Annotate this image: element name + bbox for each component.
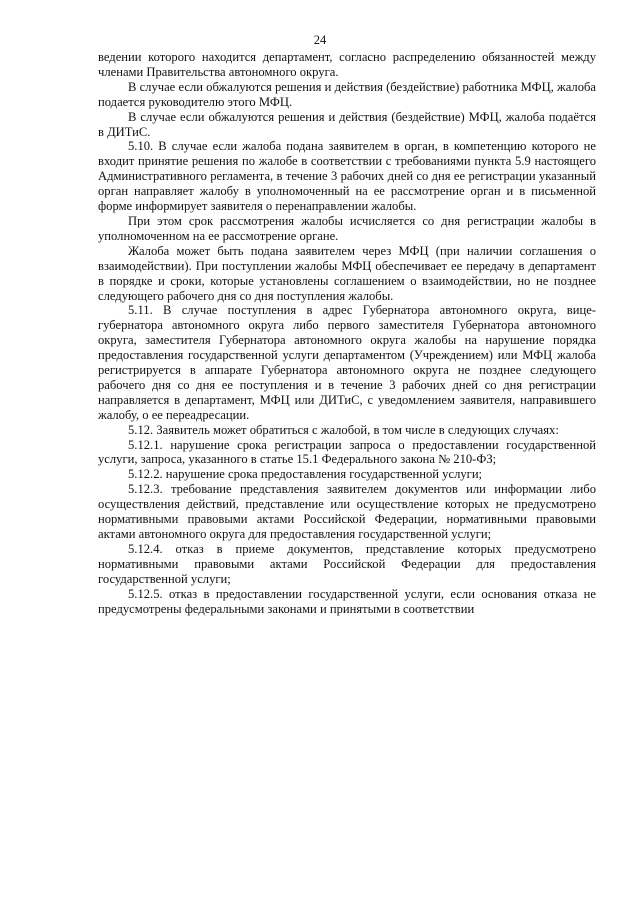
paragraph-continuation: ведении которого находится департамент, согласно распределению обязанностей между членами Правительства автономного округа.	[98, 50, 596, 79]
paragraph-5-12-5: 5.12.5. отказ в предоставлении государственной услуги, если основания отказа не предусмотрены федеральными законами и принятыми в соответствии	[98, 586, 596, 616]
paragraph-5-12-3: 5.12.3. требование представления заявителем документов или информации либо осуществления действий, представление или осуществление которых не предусмотрено нормативными правовыми актами Российской Федерации, нормативными правовыми актами автономного округа для предоставления государственной услуги;	[98, 482, 596, 541]
paragraph-5-11: 5.11. В случае поступления в адрес Губернатора автономного округа, вице-губернатора автономного округа либо первого заместителя Губернатора автономного округа, заместителя Губернатора автономного округа жалобы на нарушение порядка предоставления государственной услуги департаментом (Учреждением) или МФЦ жалоба регистрируется в аппарате Губернатора автономного округа не позднее следующего рабочего дня со дня ее поступления и в течение 3 рабочих дней со дня регистрации направляется в департамент, МФЦ или ДИТиС, с уведомлением заявителя, направившего жалобу, о ее переадресации.	[98, 303, 596, 422]
paragraph-complaint-via-mfc: Жалоба может быть подана заявителем через МФЦ (при наличии соглашения о взаимодействии). При поступлении жалобы МФЦ обеспечивает ее передачу в департамент в порядке и сроки, которые установлены соглашением о взаимодействии, но не позднее следующего рабочего дня со дня поступления жалобы.	[98, 243, 596, 303]
paragraph-5-12-2: 5.12.2. нарушение срока предоставления государственной услуги;	[128, 467, 483, 482]
paragraph-mfc-worker-complaint: В случае если обжалуются решения и действия (бездействие) работника МФЦ, жалоба подается руководителю этого МФЦ.	[98, 79, 596, 109]
paragraph-5-12-1: 5.12.1. нарушение срока регистрации запроса о предоставлении государственной услуги, запроса, указанного в статье 15.1 Федерального закона № 210-ФЗ;	[98, 437, 596, 467]
paragraph-5-10: 5.10. В случае если жалоба подана заявителем в орган, в компетенцию которого не входит принятие решения по жалобе в соответствии с требованиями пункта 5.9 настоящего Административного регламента, в течение 3 рабочих дней со дня ее регистрации указанный орган направляет жалобу в уполномоченный на ее рассмотрение орган и в письменной форме информирует заявителя о перенаправлении жалобы.	[98, 139, 596, 214]
paragraph-mfc-complaint: В случае если обжалуются решения и действия (бездействие) МФЦ, жалоба подаётся в ДИТиС.	[98, 109, 596, 139]
document-body	[98, 50, 596, 616]
page-number: 24	[313, 33, 327, 47]
paragraph-5-12-4: 5.12.4. отказ в приеме документов, представление которых предусмотрено нормативными правовыми актами Российской Федерации для предоставления государственной услуги;	[98, 541, 596, 586]
paragraph-review-period: При этом срок рассмотрения жалобы исчисляется со дня регистрации жалобы в уполномоченном на ее рассмотрение органе.	[98, 213, 596, 243]
paragraph-5-12: 5.12. Заявитель может обратиться с жалобой, в том числе в следующих случаях:	[128, 422, 559, 437]
